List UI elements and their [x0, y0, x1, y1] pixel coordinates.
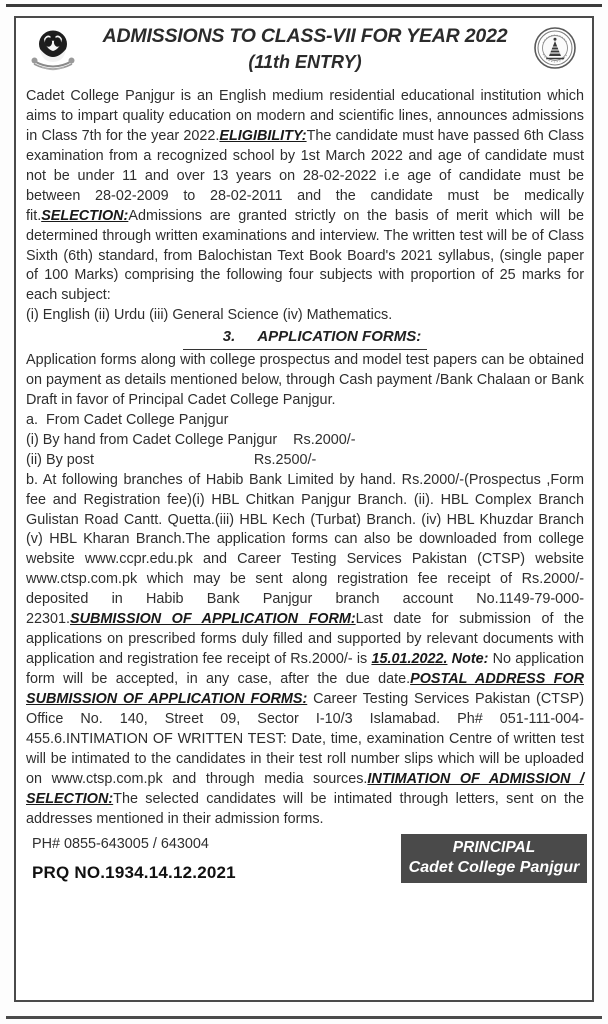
intimation-written-test-heading: INTIMATION OF WRITTEN TEST: — [66, 730, 287, 747]
advertisement-header — [26, 23, 584, 85]
bank-branches-text: b. At following branches of Habib Bank Limited by hand. Rs.2000/-(Prospectus ,Form fee and Registration fee)(i) HBL Chitkan Panjgur Branch. (ii). HBL Complex Branch Gulistan Road Cantt. Quetta.(iii) HBL Kech (Turbat) Branch. (iv) HBL Khuzdar Branch (v) HBL Kharan Branch.The application forms can also be downloaded from college website www.ccpr.edu.pk and Career Testing Services Pakistan (CTSP) website www.ctsp.com.pk which may be sent along registration fee receipt of Rs.2000/- deposited in Habib Bank Panjgur branch account No.1149-79-000-22301. — [26, 471, 584, 628]
intimation-written-test-text: Date, time, examination Centre of written test will be intimated to the candidates in their test roll number slips which will be uploaded on www.ctsp.com.pk and through media sources. — [26, 730, 585, 787]
intro-eligibility-paragraph — [26, 87, 584, 306]
cadet-college-panjgur-crest-icon — [28, 25, 78, 75]
intro-text: Cadet College Panjgur is an English medium residential educational institution which aims to impart quality education on modern and scientific lines, announces admissions in Class 7th for the year 2022. — [26, 88, 584, 144]
advertisement-footer — [26, 834, 584, 896]
selection-heading: SELECTION: — [41, 207, 129, 224]
advertisement-subtitle: (11th ENTRY) — [248, 52, 362, 73]
advertisement-title: ADMISSIONS TO CLASS-VII FOR YEAR 2022 — [102, 25, 508, 47]
submission-heading: SUBMISSION OF APPLICATION FORM: — [70, 611, 356, 628]
bottom-divider-rule — [6, 1016, 602, 1019]
bank-branches-paragraph — [26, 471, 584, 830]
intimation-admission-text: The selected candidates will be intimated through letters, sent on the addresses mentioned in their admission forms. — [26, 790, 584, 827]
prq-number-line: PRQ NO.1934.14.12.2021 — [32, 862, 236, 882]
selection-text: Admissions are granted strictly on the basis of merit which will be determined through written examinations and interview. The written test will be of Class Sixth (6th) standard, from Balochistan Text Book Board's 2021 syllabus, (single paper of 100 Marks) comprising the following four subjects with proportion of 25 marks for each subject: — [26, 207, 584, 304]
note-text: No application form will be accepted, in any case, after the due date. — [26, 651, 584, 688]
subjects-line: (i) English (ii) Urdu (iii) General Science (iv) Mathematics. — [26, 307, 393, 324]
principal-institution: Cadet College Panjgur — [408, 858, 580, 876]
advertisement-frame — [14, 16, 594, 1002]
principal-signature-box — [401, 834, 587, 884]
fee-item-a-ii: (ii) By post Rs.2500/- — [26, 451, 317, 468]
submission-deadline-date: 15.01.2022. — [371, 651, 448, 668]
title-block — [26, 23, 584, 75]
application-forms-section-heading — [26, 327, 584, 350]
intimation-admission-heading: INTIMATION OF ADMISSION / SELECTION: — [26, 770, 584, 807]
principal-label: PRINCIPAL — [452, 838, 536, 856]
contact-phone-line: PH# 0855-643005 / 643004 — [32, 835, 209, 852]
section-title: APPLICATION FORMS: — [257, 328, 422, 346]
fee-item-a: a. From Cadet College Panjgur — [26, 411, 229, 428]
fee-item-a-i: (i) By hand from Cadet College Panjgur Rs.2000/- — [26, 431, 356, 448]
submission-text: Last date for submission of the applications on prescribed forms duly filled and supported by relevant documents with application and registration fee receipt of Rs.2000/- is — [26, 611, 585, 668]
section-number: 3. — [222, 328, 236, 346]
advertisement-body — [26, 87, 584, 830]
eligibility-heading: ELIGIBILITY: — [219, 127, 307, 144]
note-heading: Note: — [451, 651, 489, 668]
eligibility-text: The candidate must have passed 6th Class examination from a recognized school by 1st March 2022 and age of candidate must not be under 11 and over 13 years on 28-02-2022 i.e age of candidate must be between 28-02-2009 to 28-02-2011 and the candidate must be medically fit. — [26, 127, 584, 224]
institution-seal-icon — [530, 24, 580, 74]
top-divider-rule — [6, 4, 602, 7]
postal-address-heading: POSTAL ADDRESS FOR SUBMISSION OF APPLICATION FORMS: — [26, 671, 584, 707]
postal-address-text: Career Testing Services Pakistan (CTSP) Office No. 140, Street 09, Sector I-10/3 Islamabad. Ph# 051-111-004-455.6. — [26, 690, 584, 747]
application-forms-paragraph: Application forms along with college prospectus and model test papers can be obtained on payment as details mentioned below, through Cash payment /Bank Chalaan or Bank Draft in favor of Principal Cadet College Panjgur. — [26, 352, 584, 408]
